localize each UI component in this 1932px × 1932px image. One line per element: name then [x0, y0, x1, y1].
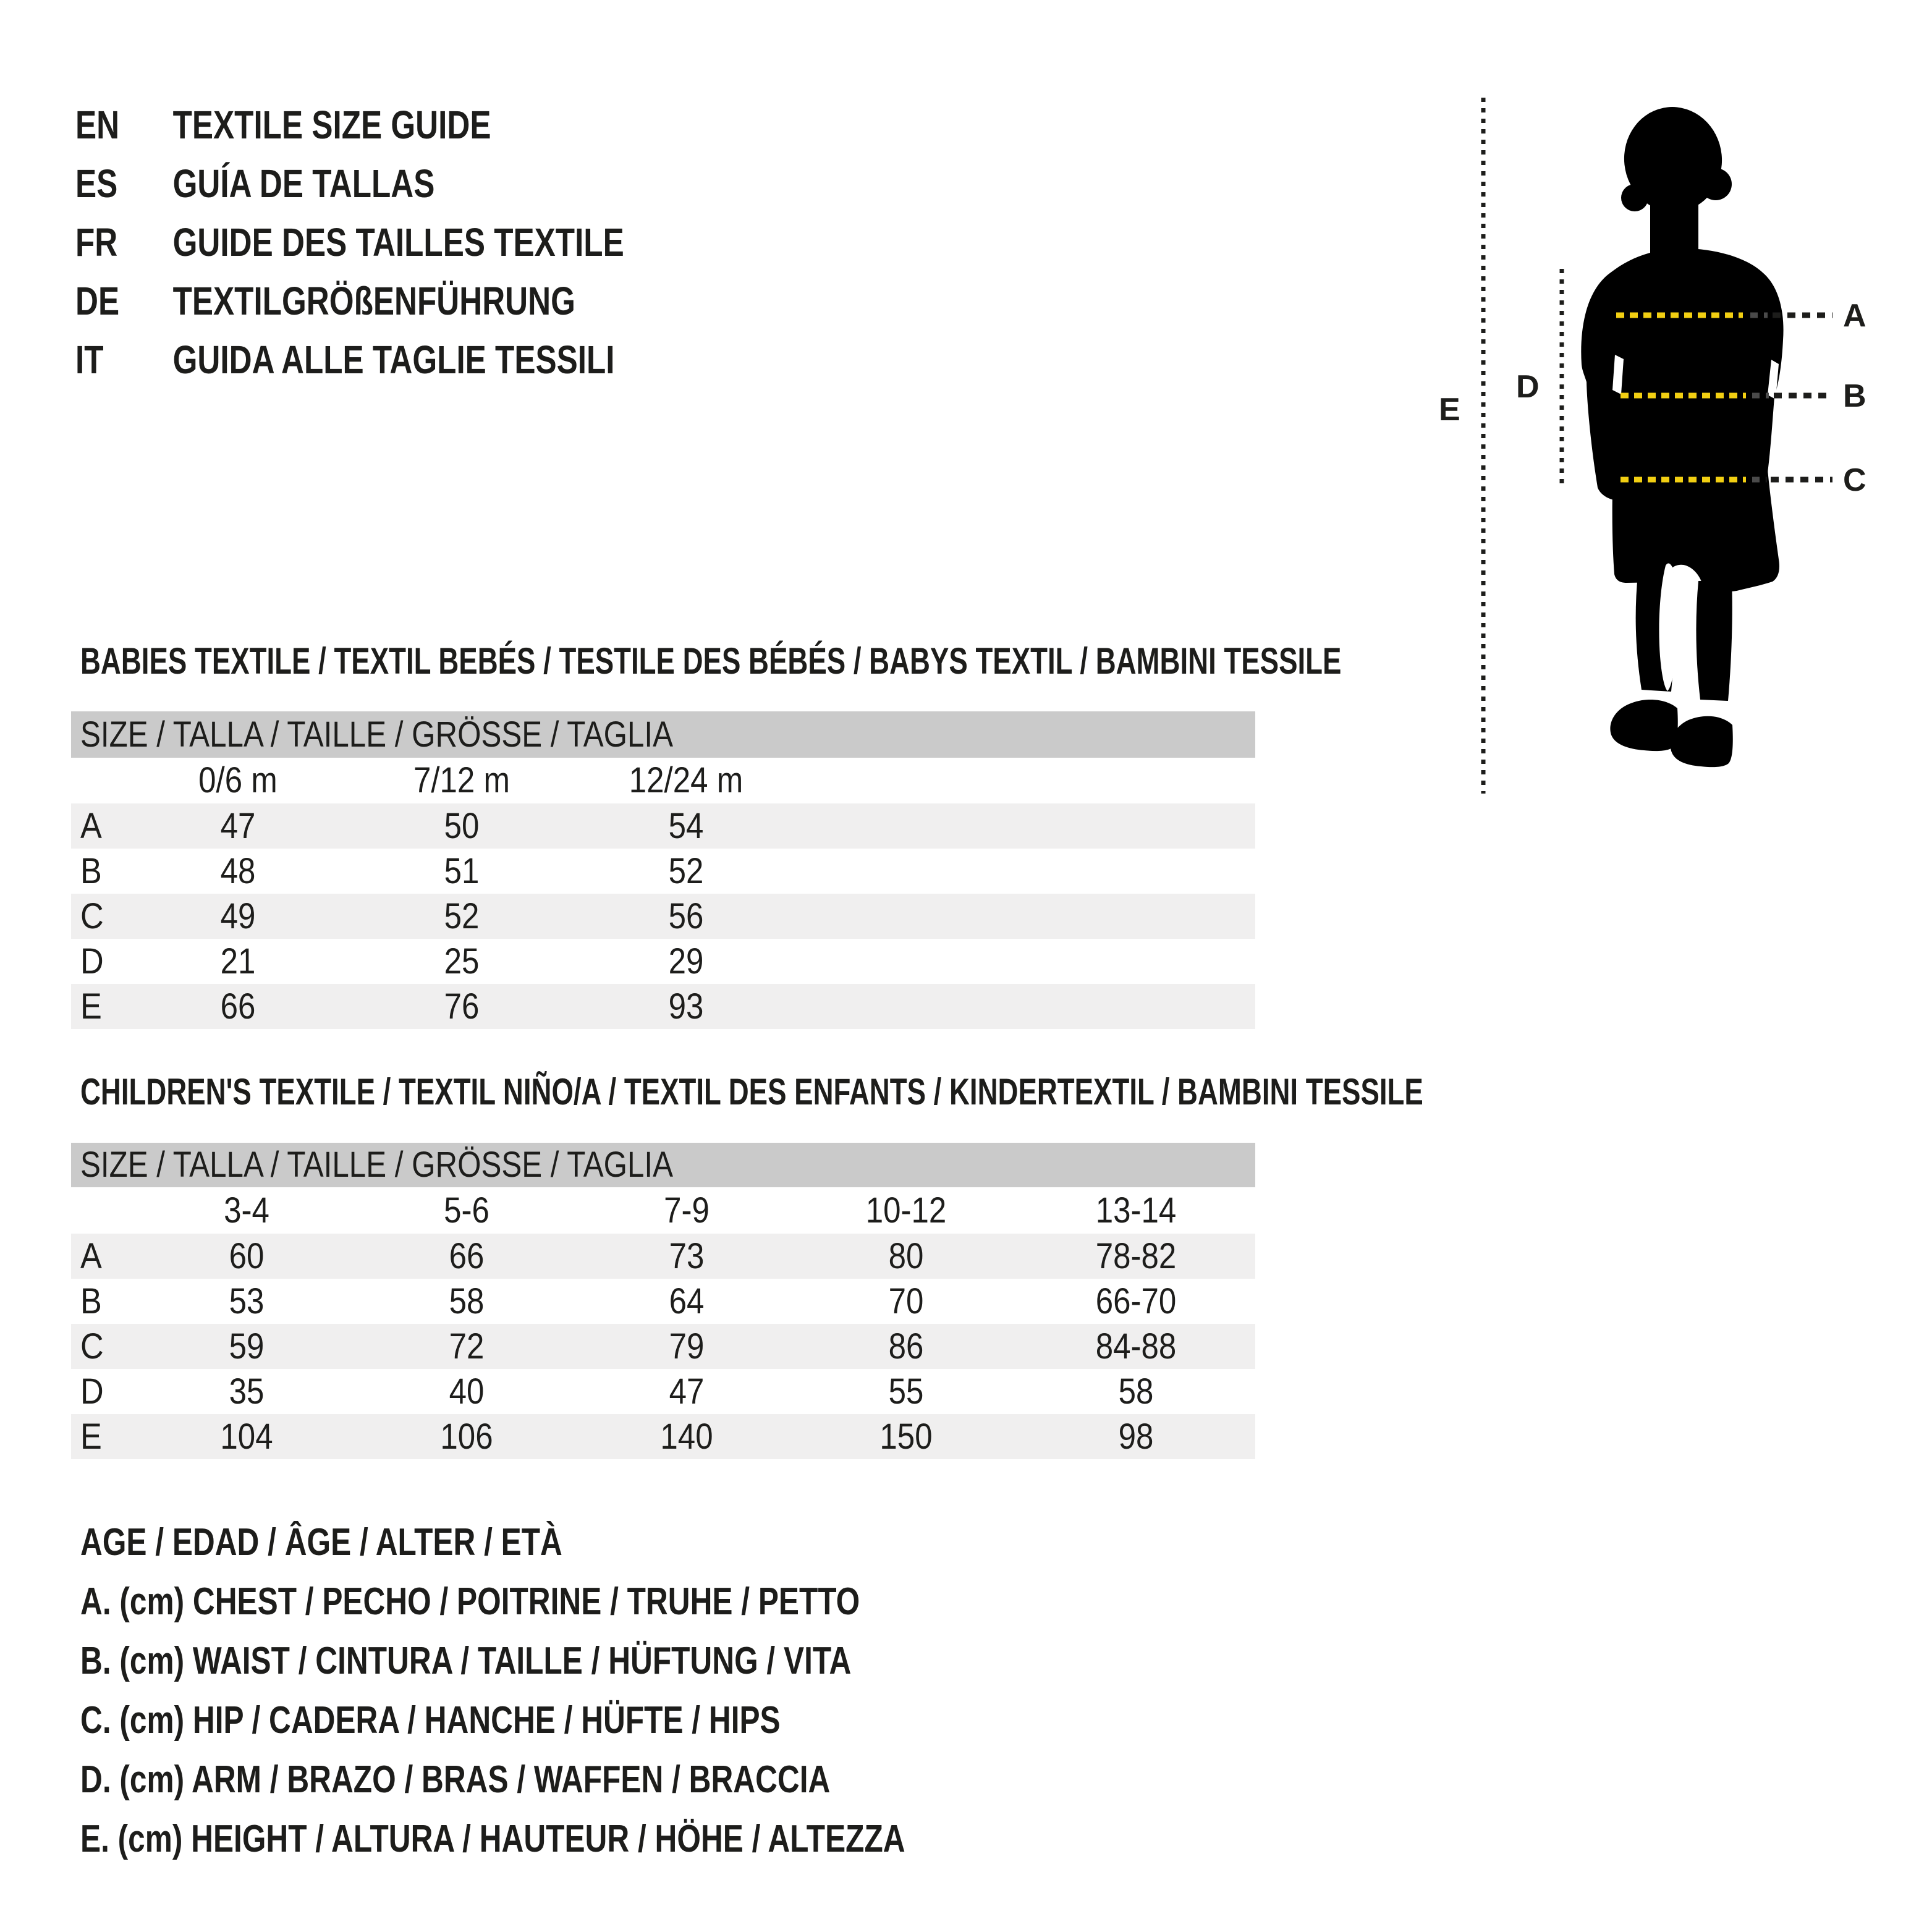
- table-cell: 98: [1118, 1417, 1154, 1457]
- row-label: C: [80, 896, 104, 936]
- table-cell: 49: [220, 896, 256, 936]
- table-row: [71, 1414, 1255, 1459]
- column-header: 10-12: [865, 1190, 947, 1231]
- table-cell: 64: [669, 1281, 705, 1321]
- legend-line: B. (cm) WAIST / CINTURA / TAILLE / HÜFTUNG / VITA: [80, 1640, 852, 1682]
- column-header: 12/24 m: [629, 760, 744, 800]
- measurement-legend: [80, 1513, 1111, 1869]
- row-label: B: [80, 1281, 102, 1321]
- table-cell: 47: [669, 1371, 705, 1412]
- legend-line: C. (cm) HIP / CADERA / HANCHE / HÜFTE / HIPS: [80, 1699, 781, 1742]
- guide-title: GUÍA DE TALLAS: [172, 161, 435, 206]
- table-cell: 93: [668, 986, 704, 1027]
- table-row: [71, 894, 1255, 939]
- table-cell: 106: [440, 1417, 493, 1457]
- guide-title: TEXTILE SIZE GUIDE: [172, 103, 491, 147]
- table-cell: 79: [669, 1326, 705, 1366]
- table-cell: 60: [229, 1236, 265, 1276]
- legend-line: AGE / EDAD / ÂGE / ALTER / ETÀ: [80, 1521, 562, 1564]
- table-cell: 54: [668, 806, 704, 846]
- guide-title: GUIDE DES TAILLES TEXTILE: [172, 220, 624, 265]
- babies-size-header-band: [71, 711, 1255, 758]
- column-header: 7/12 m: [413, 760, 511, 800]
- table-cell: 51: [444, 851, 480, 891]
- row-label: E: [80, 1417, 102, 1457]
- table-cell: 50: [444, 806, 480, 846]
- table-cell: 66: [220, 986, 256, 1027]
- table-cell: 25: [444, 941, 480, 981]
- children-section-heading: CHILDREN'S TEXTILE / TEXTIL NIÑO/A / TEXTIL DES ENFANTS / KINDERTEXTIL / BAMBINI TESSILE: [80, 1071, 1423, 1112]
- table-row: [71, 984, 1255, 1029]
- table-cell: 86: [888, 1326, 924, 1366]
- table-cell: 84-88: [1095, 1326, 1177, 1366]
- list-item: [75, 213, 761, 272]
- chest-marker-label: A: [1843, 298, 1866, 334]
- table-cell: 52: [668, 851, 704, 891]
- table-cell: 73: [669, 1236, 705, 1276]
- table-row: [71, 849, 1255, 894]
- row-label: E: [80, 986, 102, 1027]
- table-cell: 40: [449, 1371, 485, 1412]
- list-item: [75, 96, 761, 155]
- table-cell: 35: [229, 1371, 265, 1412]
- language-guide-list: [75, 96, 761, 389]
- language-code: ES: [75, 161, 118, 206]
- table-row: [71, 1279, 1255, 1324]
- table-cell: 58: [1118, 1371, 1154, 1412]
- row-label: D: [80, 1371, 104, 1412]
- babies-column-header-row: [71, 758, 1255, 803]
- size-header-label: SIZE / TALLA / TAILLE / GRÖSSE / TAGLIA: [80, 1145, 673, 1185]
- table-cell: 104: [220, 1417, 273, 1457]
- children-column-header-row: [71, 1187, 1255, 1234]
- table-cell: 66: [449, 1236, 485, 1276]
- table-cell: 58: [449, 1281, 485, 1321]
- list-item: [75, 331, 761, 389]
- table-cell: 29: [668, 941, 704, 981]
- column-header: 0/6 m: [198, 760, 278, 800]
- table-cell: 21: [220, 941, 256, 981]
- table-cell: 53: [229, 1281, 265, 1321]
- table-cell: 59: [229, 1326, 265, 1366]
- table-cell: 66-70: [1095, 1281, 1177, 1321]
- row-label: B: [80, 851, 102, 891]
- table-row: [71, 1369, 1255, 1414]
- column-header: 3-4: [224, 1190, 269, 1231]
- table-cell: 52: [444, 896, 480, 936]
- table-row: [71, 803, 1255, 849]
- row-label: D: [80, 941, 104, 981]
- table-cell: 80: [888, 1236, 924, 1276]
- guide-title: TEXTILGRÖßENFÜHRUNG: [172, 279, 575, 323]
- legend-line: A. (cm) CHEST / PECHO / POITRINE / TRUHE / PETTO: [80, 1580, 860, 1623]
- row-label: A: [80, 806, 102, 846]
- table-row: [71, 1324, 1255, 1369]
- column-header: 13-14: [1095, 1190, 1177, 1231]
- table-cell: 150: [879, 1417, 933, 1457]
- table-cell: 78-82: [1095, 1236, 1177, 1276]
- measurement-figure: [1434, 93, 1891, 797]
- table-cell: 70: [888, 1281, 924, 1321]
- arm-marker-label: D: [1516, 369, 1540, 405]
- table-row: [71, 939, 1255, 984]
- babies-section-heading: BABIES TEXTILE / TEXTIL BEBÉS / TESTILE DES BÉBÉS / BABYS TEXTIL / BAMBINI TESSILE: [80, 640, 1342, 682]
- language-code: FR: [75, 220, 118, 265]
- table-cell: 140: [660, 1417, 713, 1457]
- table-cell: 76: [444, 986, 480, 1027]
- table-cell: 72: [449, 1326, 485, 1366]
- hip-marker-label: C: [1843, 462, 1866, 498]
- table-row: [71, 1234, 1255, 1279]
- list-item: [75, 155, 761, 213]
- table-cell: 48: [220, 851, 256, 891]
- children-size-header-band: [71, 1143, 1255, 1187]
- guide-title: GUIDA ALLE TAGLIE TESSILI: [172, 337, 615, 382]
- waist-marker-label: B: [1843, 378, 1866, 414]
- table-cell: 47: [220, 806, 256, 846]
- language-code: IT: [75, 337, 104, 382]
- row-label: A: [80, 1236, 102, 1276]
- table-cell: 56: [668, 896, 704, 936]
- row-label: C: [80, 1326, 104, 1366]
- legend-line: D. (cm) ARM / BRAZO / BRAS / WAFFEN / BRACCIA: [80, 1758, 831, 1801]
- height-marker-label: E: [1439, 392, 1460, 428]
- language-code: EN: [75, 103, 120, 147]
- column-header: 5-6: [444, 1190, 489, 1231]
- size-header-label: SIZE / TALLA / TAILLE / GRÖSSE / TAGLIA: [80, 714, 673, 755]
- list-item: [75, 272, 761, 331]
- table-cell: 55: [888, 1371, 924, 1412]
- column-header: 7-9: [664, 1190, 710, 1231]
- language-code: DE: [75, 279, 120, 323]
- legend-line: E. (cm) HEIGHT / ALTURA / HAUTEUR / HÖHE / ALTEZZA: [80, 1818, 905, 1860]
